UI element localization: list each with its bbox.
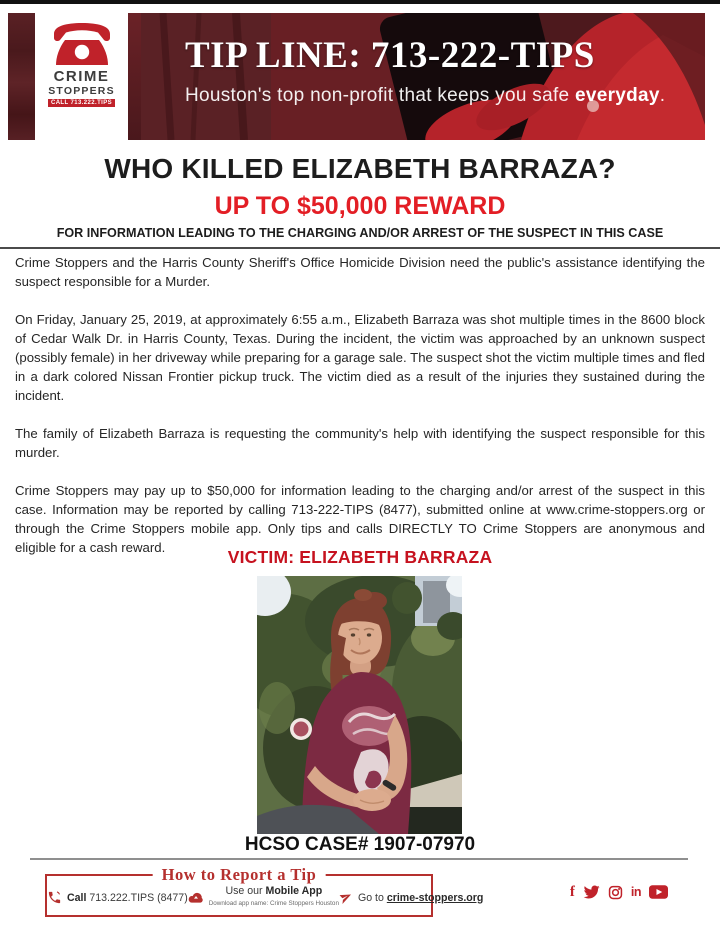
banner-photo-area — [141, 13, 705, 140]
headline-section — [0, 152, 720, 241]
logo-tagline: CALL 713.222.TIPS — [48, 99, 115, 107]
report-online: Go to crime-stoppers.org — [339, 887, 483, 905]
header-banner — [8, 13, 705, 140]
phone-icon — [47, 890, 62, 905]
banner-left-texture — [8, 13, 35, 140]
twitter-icon[interactable] — [583, 885, 600, 899]
paragraph-intro: Crime Stoppers and the Harris County Sheriff's Office Homicide Division need the public's assistance identifying the suspect responsible for a Murder. — [15, 255, 705, 289]
crime-stoppers-logo — [35, 13, 128, 140]
telephone-logo-icon — [51, 23, 113, 67]
how-to-report-title: How to Report a Tip — [153, 865, 326, 885]
instagram-icon[interactable] — [608, 885, 623, 900]
banner-subtitle: Houston's top non-profit that keeps you safe everyday. — [185, 85, 666, 106]
banner-divider — [128, 13, 141, 140]
paragraph-incident: On Friday, January 25, 2019, at approximately 6:55 a.m., Elizabeth Barraza was shot multiple times in the 8600 block of Cedar Walk Dr. in Harris County, Texas. During the incident, the victim was approached by an unknown suspect (possibly female) in her driveway while preparing for a garage sale. The suspect shot the victim multiple times and fled in a dark colored Nissan Frontier pickup truck. The victim died as a result of the injuries they sustained during the incident. — [15, 312, 705, 403]
youtube-icon[interactable] — [649, 885, 668, 899]
footer-divider — [30, 858, 688, 860]
logo-text-stoppers: STOPPERS — [48, 85, 115, 97]
paragraph-family: The family of Elizabeth Barraza is requesting the community's help with identifying the suspect responsible for this murder. — [15, 426, 705, 460]
victim-name-heading: VICTIM: ELIZABETH BARRAZA — [227, 547, 493, 567]
reward-condition-line: FOR INFORMATION LEADING TO THE CHARGING AND/OR ARREST OF THE SUSPECT IN THIS CASE — [56, 226, 664, 240]
footer — [0, 862, 720, 922]
reward-heading: UP TO $50,000 REWARD — [214, 192, 506, 220]
page-title: WHO KILLED ELIZABETH BARRAZA? — [104, 153, 616, 184]
send-arrow-icon — [339, 891, 353, 905]
report-by-app: Use our Mobile App Download app name: Crime Stoppers Houston — [188, 882, 339, 909]
logo-text-crime: CRIME — [53, 68, 110, 85]
app-download-note: Download app name: Crime Stoppers Houston — [208, 900, 339, 907]
mobile-app-cloud-icon — [188, 892, 204, 904]
social-icons — [570, 884, 668, 900]
case-description — [15, 253, 705, 557]
top-border-bar — [0, 0, 720, 4]
victim-photo — [257, 576, 462, 834]
banner-text — [185, 35, 665, 107]
tip-line-heading: TIP LINE: 713-222-TIPS — [185, 35, 595, 76]
how-to-report-box — [45, 865, 484, 917]
case-number: HCSO CASE# 1907-07970 — [244, 834, 476, 855]
crime-stoppers-link[interactable]: crime-stoppers.org — [386, 891, 484, 904]
headline-divider — [0, 247, 720, 249]
linkedin-icon[interactable]: in — [630, 885, 641, 899]
facebook-icon[interactable]: f — [569, 884, 575, 900]
paragraph-reward-info: Crime Stoppers may pay up to $50,000 for information leading to the charging and/or arrest of the suspect in this case. Information may be reported by calling 713-222-TIPS (8477), submitted online at www.crime-stoppers.org or through the Crime Stoppers mobile app. Only tips and calls DIRECTLY TO Crime Stoppers are anonymous and eligible for a cash reward. — [15, 483, 705, 555]
report-by-phone: Call 713.222.TIPS (8477) — [47, 886, 188, 905]
